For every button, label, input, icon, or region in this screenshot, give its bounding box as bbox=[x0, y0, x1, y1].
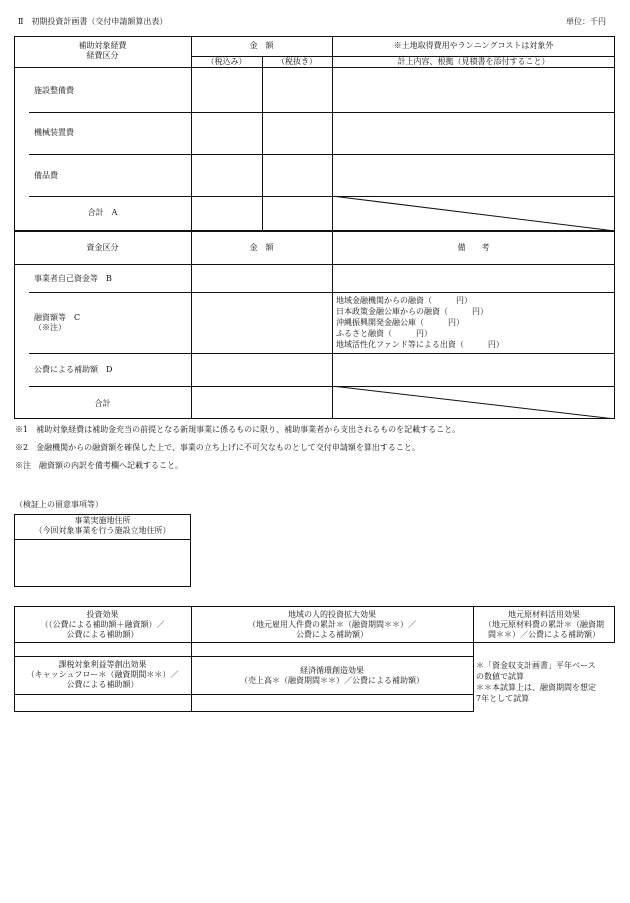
remarks-header: 備 考 bbox=[457, 243, 490, 252]
funding-category-header: 資金区分 bbox=[86, 243, 119, 252]
funding-amount-header: 金 額 bbox=[249, 243, 274, 252]
total-label: 合計 bbox=[94, 399, 111, 408]
economic-cycle-effect: 経済循環創造効果 （売上高＊（融資期間＊＊）／公費による補助額） bbox=[240, 666, 424, 685]
row-facility: 施設整備費 bbox=[34, 86, 74, 95]
row-equipment: 備品費 bbox=[34, 171, 58, 180]
expense-category-header: 補助対象経費 経費区分 bbox=[78, 41, 127, 60]
total-a-label: 合計 A bbox=[87, 208, 118, 217]
regional-effect: 地域の人的投資拡大効果 （地元雇用人件費の累計＊（融資期間＊＊）／ 公費による補助額） bbox=[248, 610, 416, 639]
amount-header: 金 額 bbox=[249, 41, 274, 50]
unit-label: 単位：千円 bbox=[566, 17, 606, 26]
note-header-1: ※土地取得費用やランニングコストは対象外 bbox=[393, 41, 554, 50]
note-3: ※注 融資額の内訳を備考欄へ記載すること。 bbox=[15, 461, 183, 470]
note-header-2: 計上内容、根拠（見積書を添付すること） bbox=[397, 57, 550, 66]
note-2: ※2 金融機関からの融資額を確保した上で、事業の立ち上げに不可欠なものとして交付申請額を算出すること。 bbox=[15, 443, 420, 452]
row-machinery: 機械装置費 bbox=[34, 128, 74, 137]
row-loan: 融資額等 C （※注） bbox=[34, 313, 81, 332]
verification-heading: （検証上の留意事項等） bbox=[15, 500, 103, 509]
row-subsidy: 公費による補助額 D bbox=[34, 365, 113, 374]
diagonal-slash-2 bbox=[332, 386, 615, 419]
local-material-effect: 地元原材料活用効果 （地元原材料費の累計＊（融資期 間＊＊）／公費による補助額） bbox=[484, 610, 604, 639]
tax-excluded-header: （税抜き） bbox=[277, 57, 317, 66]
tax-effect: 課税対象利益等創出効果 （キャッシュフロー＊（融資期間＊＊）／ 公費による補助額） bbox=[26, 660, 179, 689]
page-title: Ⅱ 初期投資計画書（交付申請額算出表） bbox=[18, 17, 168, 26]
address-label: 事業実施地住所 （今回対象事業を行う施設立地住所） bbox=[34, 516, 171, 535]
note-1: ※1 補助対象経費は補助金充当の前提となる新規事業に係るものに限り、補助事業者から支出されるものを記載すること。 bbox=[15, 425, 461, 434]
diagonal-slash bbox=[332, 196, 615, 231]
effects-footnote: ＊「資金収支計画書」平年ベース の数値で試算 ＊＊本試算上は、融資期間を想定 7年として試算 bbox=[476, 661, 596, 703]
loan-remarks: 地域金融機関からの融資（ 円） 日本政策金融公庫からの融資（ 円） 沖縄振興開発金融公庫（ 円） ふるさと融資（ 円） 地域活性化ファンド等による出資（ 円） bbox=[336, 296, 504, 349]
tax-included-header: （税込み） bbox=[206, 57, 247, 66]
row-self-funds: 事業者自己資金等 B bbox=[34, 274, 112, 283]
investment-effect: 投資効果 （（公費による補助額＋融資額）／ 公費による補助額） bbox=[40, 610, 165, 639]
